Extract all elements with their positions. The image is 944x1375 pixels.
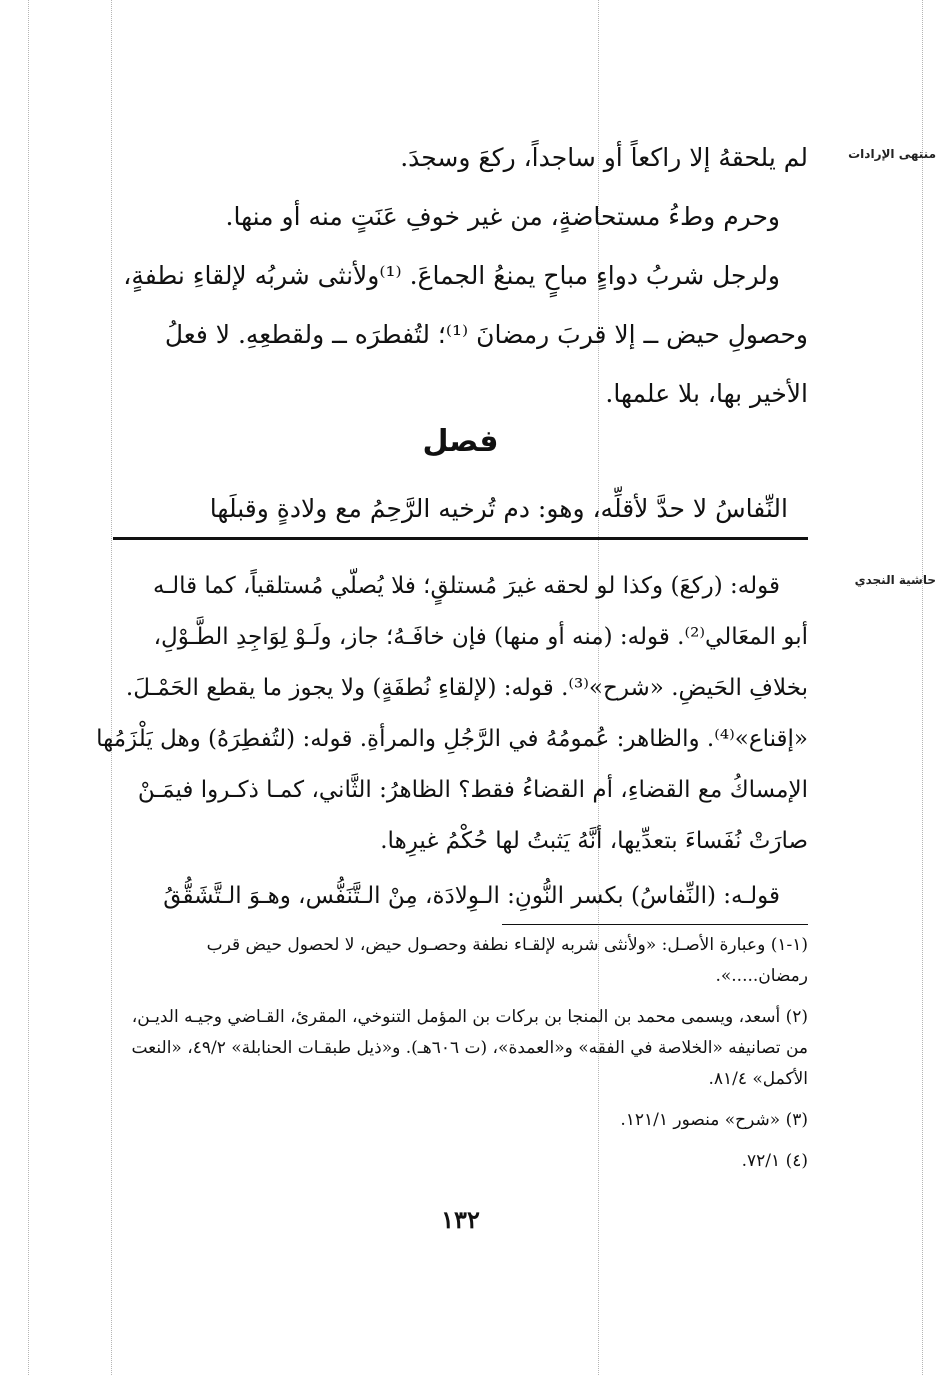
main-line: وحصولِ حيض ــ إلا قربَ رمضانَ ⁽¹⁾؛ لتُفطرَه ــ ولقطعِهِ. لا فعلُ: [164, 320, 808, 349]
section-title: فصل: [422, 424, 499, 459]
main-line: ولرجل شربُ دواءٍ مباحٍ يمنعُ الجماعَ. ⁽¹⁾ولأنثى شربُه لإلقاءِ نطفةٍ،: [123, 261, 780, 290]
side-label-muntaha: منتهى الإرادات: [848, 147, 936, 161]
main-line: لم يلحقهُ إلا راكعاً أو ساجداً، ركعَ وسجدَ.: [400, 143, 808, 172]
commentary-line: صارَتْ نُفَساءَ بتعدِّيها، أنَّهُ يَثبتُ لها حُكْمُ غيرِها.: [380, 828, 808, 854]
footnote-line: من تصانيفه «الخلاصة في الفقه» و«العمدة»، (ت ٦٠٦هـ). و«ذيل طبقـات الحنابلة» ٤٩/٢، «النعت: [131, 1038, 808, 1058]
footnote-rule: [502, 924, 808, 925]
commentary-text: [96, 561, 808, 922]
footnote-line: رمضان.....».: [715, 966, 808, 986]
footnotes: [113, 930, 808, 1177]
footnote-line: (٣) «شرح» منصور ١٢١/١.: [620, 1110, 808, 1130]
nifas-line: النِّفاسُ لا حدَّ لأقلِّه، وهو: دم تُرخيه الرَّحِمُ مع ولادةٍ وقبلَها: [209, 494, 788, 523]
page-number: ١٣٢: [441, 1205, 480, 1234]
nifas-definition: [113, 484, 808, 534]
footnote-line: (٤) ٧٢/١.: [741, 1151, 808, 1171]
footnote-line: الأكمل» ٨١/٤.: [708, 1069, 808, 1089]
footnote-line: (١-١) وعبارة الأصـل: «ولأنثى شربه لإلقـاء نطفة وحصـول حيض، لا لحصول حيض قرب: [206, 935, 808, 955]
main-text: [113, 128, 808, 423]
commentary-line: قوله: (ركعَ) وكذا لو لحقه غيرَ مُستلقٍ؛ فلا يُصلّي مُستلقياً، كما قالـه: [153, 573, 780, 599]
commentary-line: بخلافِ الحَيضِ. «شرح»⁽³⁾. قوله: (لإلقاءِ نُطفَةٍ) ولا يجوز ما يقطع الحَمْـلَ.: [125, 675, 808, 701]
margin-guide-line: [28, 0, 29, 1375]
side-label-hashiya: حاشية النجدي: [854, 573, 936, 587]
commentary-line: أبو المعَالي⁽²⁾. قوله: (منه أو منها) فإن خافَـهُ؛ جاز، ولَـوْ لِوَاجِدِ الطَّـوْلِ،: [153, 624, 808, 650]
separator-rule: [113, 537, 808, 540]
margin-guide-line: [922, 0, 923, 1375]
commentary-line: «إقناع»⁽⁴⁾. والظاهر: عُمومُهُ في الرَّجُلِ والمرأةِ. قوله: (لتُفطِرَهُ) وهل يَلْزَمُها: [96, 726, 808, 752]
commentary-line: قولـه: (النِّفاسُ) بكسر النُّونِ: الـوِلادَة، مِنْ الـتَّنَفُّس، وهـوَ الـتَّشَقُّقُ: [163, 883, 780, 909]
main-line: الأخير بها، بلا علمها.: [605, 379, 808, 408]
margin-guide-line: [111, 0, 112, 1375]
commentary-line: الإمساكُ مع القضاءِ، أم القضاءُ فقط؟ الظاهرُ: الثَّاني، كمـا ذكـروا فيمَـنْ: [137, 777, 808, 803]
footnote-line: (٢) أسعد، ويسمى محمد بن المنجا بن بركات بن المؤمل التنوخي، المقرئ، القـاضي وجيـه الديـن،: [131, 1007, 808, 1027]
main-line: وحرم وطءُ مستحاضةٍ، من غير خوفِ عَنَتٍ منه أو منها.: [225, 202, 780, 231]
